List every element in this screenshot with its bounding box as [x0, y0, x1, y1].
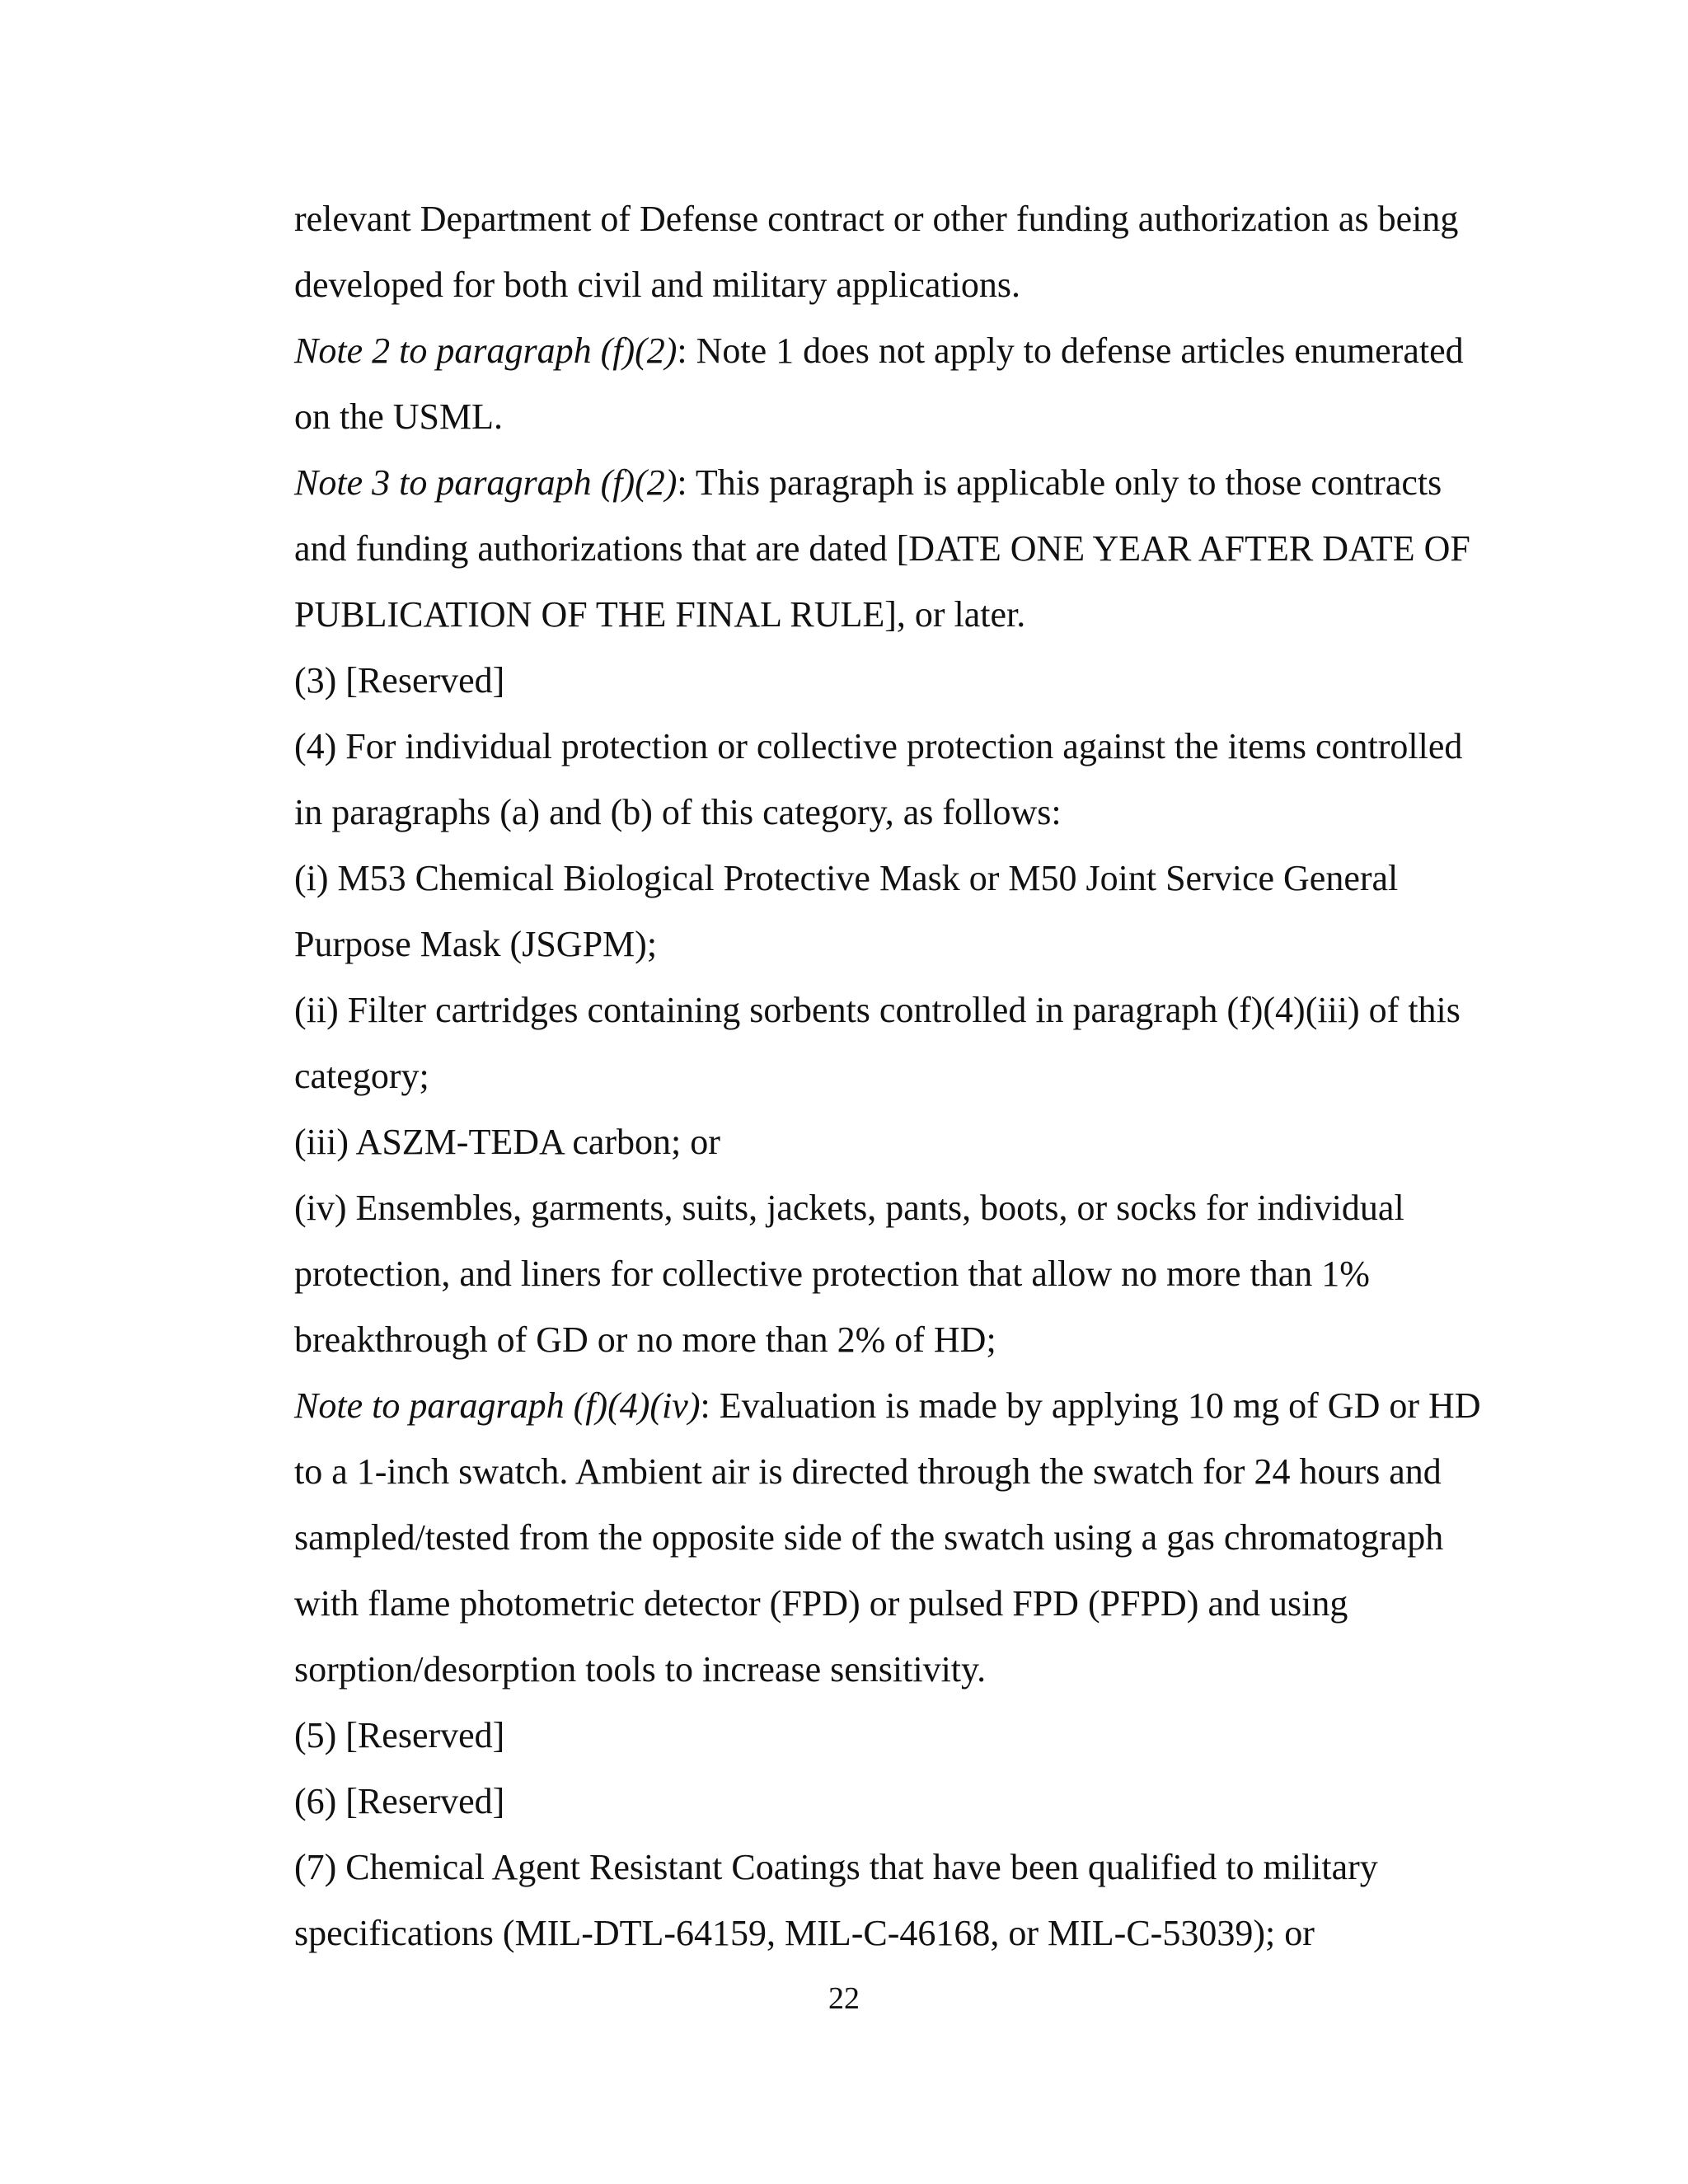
page-number: 22	[828, 1981, 860, 2016]
paragraph-text: (6) [Reserved]	[294, 1781, 505, 1821]
note-4-iv-paragraph	[294, 1373, 1481, 1703]
paragraph-text: : Note 1 does not apply to defense articles enumerated on the USML.	[294, 330, 1464, 437]
paragraph-text: : Evaluation is made by applying 10 mg of GD or HD to a 1-inch swatch. Ambient air is directed through the swatch for 24 hours and sampled/tested from the opposite side of the swatch using a gas chromatograph with flame photometric detector (FPD) or pulsed FPD (PFPD) and using sorption/desorption tools to increase sensitivity.	[294, 1385, 1481, 1690]
note-2-paragraph	[294, 318, 1481, 450]
note-label: Note 2 to paragraph (f)(2)	[294, 330, 678, 371]
document-body	[294, 186, 1481, 1966]
note-3-paragraph	[294, 450, 1481, 648]
paragraph-text: (iv) Ensembles, garments, suits, jackets, pants, boots, or socks for individual protection, and liners for collective protection that allow no more than 1% breakthrough of GD or no more than 2% of HD;	[294, 1188, 1404, 1360]
paragraph-4-iv	[294, 1175, 1481, 1373]
paragraph-text: (3) [Reserved]	[294, 660, 505, 701]
paragraph-continuation	[294, 186, 1481, 318]
paragraph-3	[294, 648, 1481, 714]
paragraph-4-ii	[294, 977, 1481, 1109]
paragraph-text: relevant Department of Defense contract or other funding authorization as being developed for both civil and military applications.	[294, 199, 1459, 305]
paragraph-text: (4) For individual protection or collective protection against the items controlled in paragraphs (a) and (b) of this category, as follows:	[294, 726, 1463, 832]
paragraph-text: (ii) Filter cartridges containing sorbents controlled in paragraph (f)(4)(iii) of this category;	[294, 990, 1461, 1096]
paragraph-4	[294, 714, 1481, 846]
paragraph-5	[294, 1703, 1481, 1769]
paragraph-text: (5) [Reserved]	[294, 1715, 505, 1755]
paragraph-6	[294, 1769, 1481, 1835]
paragraph-text: : This paragraph is applicable only to those contracts and funding authorizations that are dated [DATE ONE YEAR AFTER DATE OF PUBLICATION OF THE FINAL RULE], or later.	[294, 462, 1470, 635]
paragraph-4-i	[294, 846, 1481, 977]
paragraph-text: (i) M53 Chemical Biological Protective Mask or M50 Joint Service General Purpose Mask (JSGPM);	[294, 858, 1399, 964]
paragraph-7	[294, 1835, 1481, 1966]
paragraph-text: (iii) ASZM-TEDA carbon; or	[294, 1122, 720, 1162]
note-label: Note to paragraph (f)(4)(iv)	[294, 1385, 701, 1426]
paragraph-4-iii	[294, 1109, 1481, 1175]
note-label: Note 3 to paragraph (f)(2)	[294, 462, 678, 503]
paragraph-text: (7) Chemical Agent Resistant Coatings that have been qualified to military specifications (MIL-DTL-64159, MIL-C-46168, or MIL-C-53039); or	[294, 1847, 1378, 1953]
